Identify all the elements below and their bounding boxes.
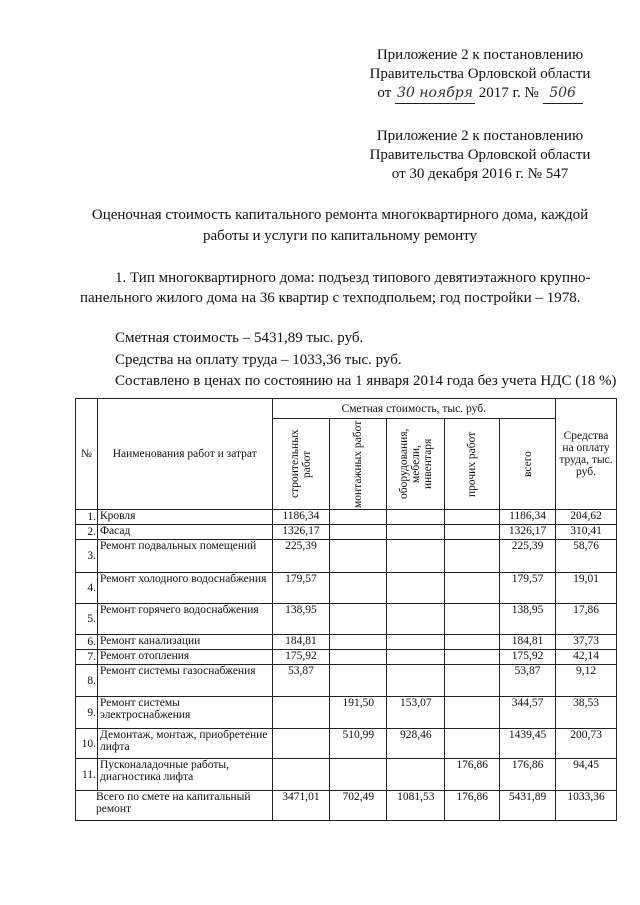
header-line: Правительства Орловской области — [369, 147, 591, 163]
cell-labor: 38,53 — [556, 697, 617, 729]
col-name-header: Наименования работ и затрат — [97, 399, 272, 510]
cell-construction — [272, 729, 330, 759]
row-number: 6. — [76, 635, 98, 650]
handwritten-number: 506 — [543, 84, 583, 104]
header-date-line — [330, 84, 630, 104]
cell-construction: 53,87 — [272, 665, 330, 697]
row-name: Демонтаж, монтаж, приобретение лифта — [97, 729, 272, 759]
cell-construction: 138,95 — [272, 604, 330, 635]
total-labor: 1033,36 — [556, 791, 617, 821]
cell-installation — [330, 510, 387, 525]
row-name: Фасад — [97, 525, 272, 540]
cell-equipment — [387, 759, 445, 791]
table-row — [76, 510, 617, 525]
prices-note: Составлено в ценах по состоянию на 1 января 2014 года без учета НДС (18 %) — [115, 373, 617, 389]
total-label: Всего по смете на капитальный ремонт — [76, 791, 273, 821]
row-name: Ремонт горячего водоснабжения — [97, 604, 272, 635]
table-row — [76, 759, 617, 791]
cell-other — [445, 665, 500, 697]
cell-labor: 42,14 — [556, 650, 617, 665]
row-name: Пусконаладочные работы, диагностика лифта — [97, 759, 272, 791]
cell-total: 175,92 — [500, 650, 556, 665]
table-row — [76, 525, 617, 540]
document-title: Оценочная стоимость капитального ремонта многоквартирного дома, каждой работы и услуги по капитальному ремонту — [91, 207, 589, 244]
handwritten-date: 30 ноября — [395, 84, 475, 104]
cost-group-header: Сметная стоимость, тыс. руб. — [272, 399, 556, 419]
cell-total: 184,81 — [500, 635, 556, 650]
cell-installation — [330, 635, 387, 650]
col-equipment-header: оборудования, мебели, инвентаря — [387, 419, 445, 510]
col-other-header: прочих работ — [445, 419, 500, 510]
cell-labor: 310,41 — [556, 525, 617, 540]
row-number: 10. — [76, 729, 98, 759]
cell-other: 176,86 — [445, 759, 500, 791]
house-type-paragraph: 1. Тип многоквартирного дома: подъезд типового девятиэтажного крупно-панельного жилого дома на 36 квартир с техподпольем; год постройки – 1978. — [80, 270, 591, 306]
cell-other — [445, 510, 500, 525]
row-number: 9. — [76, 697, 98, 729]
from-label: от — [377, 85, 392, 101]
original-header — [330, 127, 630, 184]
row-number: 2. — [76, 525, 98, 540]
row-number: 3. — [76, 540, 98, 573]
total-total: 5431,89 — [500, 791, 556, 821]
cell-equipment — [387, 604, 445, 635]
cost-table — [75, 398, 617, 821]
row-name: Ремонт системы газоснабжения — [97, 665, 272, 697]
cell-construction: 1186,34 — [272, 510, 330, 525]
cell-construction: 175,92 — [272, 650, 330, 665]
cell-other — [445, 697, 500, 729]
year-label: 2017 г. № — [478, 85, 539, 101]
cell-total: 1186,34 — [500, 510, 556, 525]
cell-total: 179,57 — [500, 573, 556, 604]
row-number: 7. — [76, 650, 98, 665]
row-name: Ремонт системы электроснабжения — [97, 697, 272, 729]
cell-total: 1439,45 — [500, 729, 556, 759]
cell-other — [445, 604, 500, 635]
header-line: Приложение 2 к постановлению — [376, 47, 584, 63]
row-name: Ремонт холодного водоснабжения — [97, 573, 272, 604]
cell-equipment: 928,46 — [387, 729, 445, 759]
cell-total: 344,57 — [500, 697, 556, 729]
header-line: от 30 декабря 2016 г. № 547 — [391, 166, 569, 182]
cell-installation — [330, 759, 387, 791]
cell-construction: 225,39 — [272, 540, 330, 573]
cell-labor: 9,12 — [556, 665, 617, 697]
row-number: 5. — [76, 604, 98, 635]
row-number: 8. — [76, 665, 98, 697]
cell-installation — [330, 665, 387, 697]
amendment-header — [330, 46, 630, 104]
cell-equipment — [387, 665, 445, 697]
cell-total: 138,95 — [500, 604, 556, 635]
table-row — [76, 635, 617, 650]
labor-cost: Средства на оплату труда – 1033,36 тыс. руб. — [115, 352, 402, 368]
cell-construction: 184,81 — [272, 635, 330, 650]
table-row — [76, 604, 617, 635]
table-row — [76, 697, 617, 729]
col-installation-header: монтажных работ — [330, 419, 387, 510]
cell-total: 1326,17 — [500, 525, 556, 540]
cell-total: 53,87 — [500, 665, 556, 697]
row-number: 11. — [76, 759, 98, 791]
cell-equipment — [387, 510, 445, 525]
row-name: Ремонт канализации — [97, 635, 272, 650]
table-row — [76, 540, 617, 573]
row-name: Ремонт отопления — [97, 650, 272, 665]
cell-labor: 19,01 — [556, 573, 617, 604]
cell-other — [445, 729, 500, 759]
table-row — [76, 729, 617, 759]
header-line: Правительства Орловской области — [369, 66, 591, 82]
cell-construction: 179,57 — [272, 573, 330, 604]
table-row — [76, 665, 617, 697]
cell-installation — [330, 540, 387, 573]
cell-other — [445, 650, 500, 665]
cell-installation: 191,50 — [330, 697, 387, 729]
cell-other — [445, 635, 500, 650]
table-row — [76, 573, 617, 604]
cell-equipment — [387, 650, 445, 665]
cell-equipment — [387, 573, 445, 604]
cell-total: 225,39 — [500, 540, 556, 573]
row-name: Кровля — [97, 510, 272, 525]
cell-labor: 200,73 — [556, 729, 617, 759]
cell-construction — [272, 759, 330, 791]
row-number: 4. — [76, 573, 98, 604]
total-other: 176,86 — [445, 791, 500, 821]
total-row — [76, 791, 617, 821]
cell-equipment — [387, 635, 445, 650]
col-num-header: № — [76, 399, 98, 510]
estimated-cost: Сметная стоимость – 5431,89 тыс. руб. — [115, 330, 364, 346]
total-installation: 702,49 — [330, 791, 387, 821]
col-construction-header: строительных работ — [272, 419, 330, 510]
cell-total: 176,86 — [500, 759, 556, 791]
table-row — [76, 650, 617, 665]
cell-installation — [330, 650, 387, 665]
cell-labor: 94,45 — [556, 759, 617, 791]
cell-installation: 510,99 — [330, 729, 387, 759]
cell-labor: 58,76 — [556, 540, 617, 573]
cell-construction: 1326,17 — [272, 525, 330, 540]
cell-equipment — [387, 525, 445, 540]
cell-installation — [330, 604, 387, 635]
row-name: Ремонт подвальных помещений — [97, 540, 272, 573]
cell-labor: 37,73 — [556, 635, 617, 650]
cell-other — [445, 525, 500, 540]
cell-installation — [330, 525, 387, 540]
cell-installation — [330, 573, 387, 604]
cell-labor: 17,86 — [556, 604, 617, 635]
col-total-header: всего — [500, 419, 556, 510]
cell-equipment: 153,07 — [387, 697, 445, 729]
cell-other — [445, 540, 500, 573]
header-line: Приложение 2 к постановлению — [376, 128, 584, 144]
total-construction: 3471,01 — [272, 791, 330, 821]
col-labor-header: Средства на оплату труда, тыс. руб. — [556, 399, 617, 510]
cell-labor: 204,62 — [556, 510, 617, 525]
cell-other — [445, 573, 500, 604]
cell-construction — [272, 697, 330, 729]
cell-equipment — [387, 540, 445, 573]
row-number: 1. — [76, 510, 98, 525]
total-equipment: 1081,53 — [387, 791, 445, 821]
